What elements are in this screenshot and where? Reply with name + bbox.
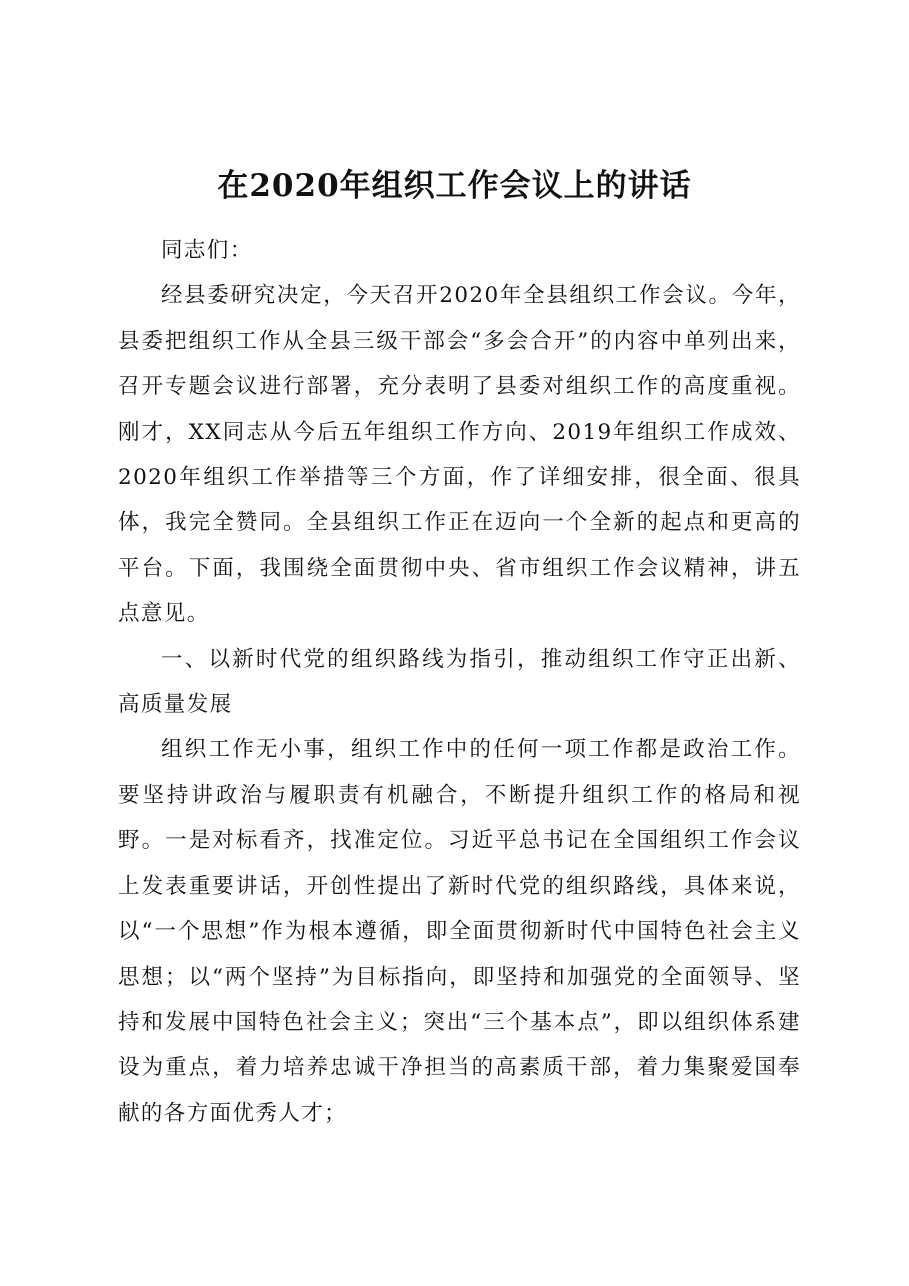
document-body <box>118 228 801 1136</box>
section-1-paragraph: 组织工作无小事，组织工作中的任何一项工作都是政治工作。要坚持讲政治与履职责有机融合，不断提升组织工作的格局和视野。一是对标看齐，找准定位。习近平总书记在全国组织工作会议上发表重要讲话，开创性提出了新时代党的组织路线，具体来说，以“一个思想”作为根本遵循，即全面贯彻新时代中国特色社会主义思想；以“两个坚持”为目标指向，即坚持和加强党的全面领导、坚持和发展中国特色社会主义；突出“三个基本点”，即以组织体系建设为重点，着力培养忠诚干净担当的高素质干部，着力集聚爱国奉献的各方面优秀人才； <box>118 737 801 1126</box>
section-heading-1: 一、以新时代党的组织路线为指引，推动组织工作守正出新、高质量发展 <box>118 646 801 718</box>
intro-paragraph: 经县委研究决定，今天召开2020年全县组织工作会议。今年，县委把组织工作从全县三级干部会“多会合开”的内容中单列出来，召开专题会议进行部署，充分表明了县委对组织工作的高度重视。刚才，XX同志从今后五年组织工作方向、2019年组织工作成效、2020年组织工作举措等三个方面，作了详细安排，很全面、很具体，我完全赞同。全县组织工作正在迈向一个全新的起点和更高的平台。下面，我围绕全面贯彻中央、省市组织工作会议精神，讲五点意见。 <box>118 283 801 627</box>
salutation-paragraph: 同志们： <box>161 238 253 263</box>
document-title: 在2020年组织工作会议上的讲话 <box>217 168 692 204</box>
